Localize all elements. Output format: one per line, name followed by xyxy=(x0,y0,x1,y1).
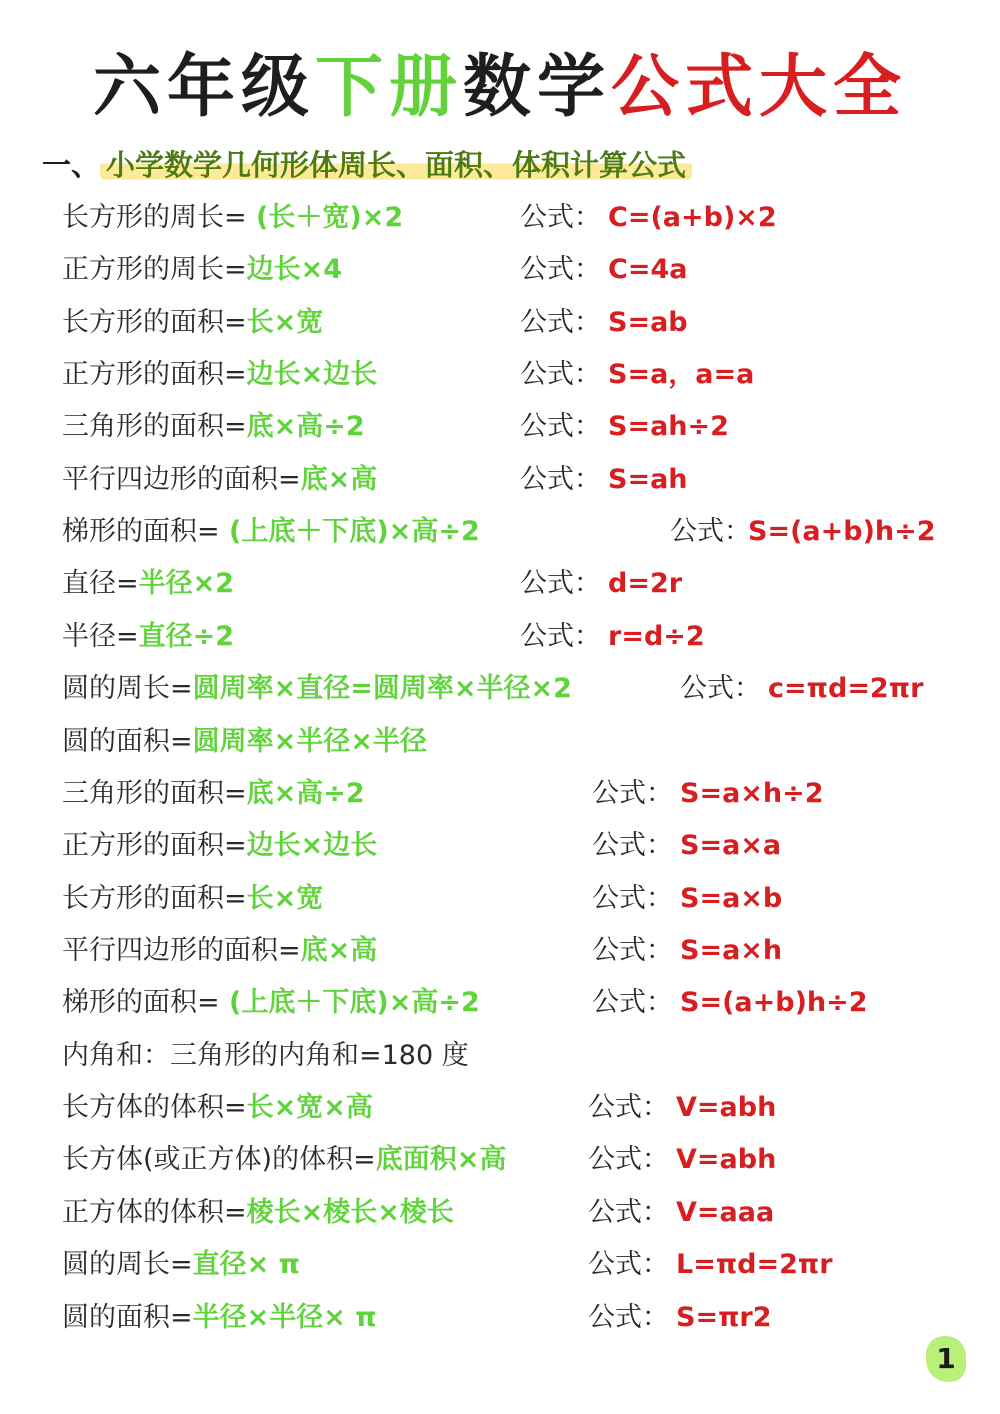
formula-expression: 棱长×棱长×棱长 xyxy=(246,1197,454,1228)
formula-term: 长方形的面积= xyxy=(62,307,247,338)
formula-term: 直径= xyxy=(62,568,139,599)
formula-symbolic: C=(a+b)×2 xyxy=(608,202,777,233)
formula-symbolic: S=(a+b)h÷2 xyxy=(680,987,868,1018)
formula-symbolic: S=πr2 xyxy=(676,1302,772,1333)
formula-row xyxy=(62,1030,962,1082)
formula-symbolic: S=a，a=a xyxy=(608,359,755,390)
formula-label: 公式： xyxy=(520,359,601,390)
page-number-badge: 1 xyxy=(926,1336,966,1382)
formula-row xyxy=(62,297,962,349)
formula-expression: 长×宽×高 xyxy=(246,1092,373,1123)
formula-expression: 边长×边长 xyxy=(246,359,378,390)
formula-label: 公式： xyxy=(520,202,601,233)
formula-term: 三角形的面积= xyxy=(62,778,247,809)
formula-label: 公式： xyxy=(588,1302,669,1333)
formula-label: 公式： xyxy=(592,830,673,861)
formula-label: 公式： xyxy=(680,673,761,704)
formula-term: 半径= xyxy=(62,621,139,652)
formula-expression: 圆周率×半径×半径 xyxy=(192,726,427,757)
formula-expression: 边长×边长 xyxy=(246,830,378,861)
formula-label: 公式： xyxy=(520,254,601,285)
formula-term: 平行四边形的面积= xyxy=(62,935,301,966)
formula-expression: 长×宽 xyxy=(246,883,324,914)
formula-label: 公式： xyxy=(588,1144,669,1175)
formula-symbolic: S=a×b xyxy=(680,883,783,914)
formula-term: 长方体(或正方体)的体积= xyxy=(62,1144,376,1175)
formula-row xyxy=(62,454,962,506)
formula-term: 长方形的周长= xyxy=(62,202,247,233)
formula-label: 公式： xyxy=(592,987,673,1018)
formula-expression: 底×高÷2 xyxy=(246,411,365,442)
formula-symbolic: S=(a+b)h÷2 xyxy=(748,516,936,547)
formula-term: 圆的周长= xyxy=(62,673,193,704)
page-title xyxy=(0,48,1000,128)
formula-expression: 圆周率×直径=圆周率×半径×2 xyxy=(192,673,572,704)
formula-label: 公式： xyxy=(520,621,601,652)
formula-expression: 直径× π xyxy=(192,1249,301,1280)
formula-expression: (上底＋下底)×高÷2 xyxy=(219,987,480,1018)
formula-term: 梯形的面积= xyxy=(62,987,220,1018)
formula-expression: 底×高 xyxy=(300,935,378,966)
formula-label: 公式： xyxy=(520,411,601,442)
formula-row xyxy=(62,1082,962,1134)
formula-term: 正方形的面积= xyxy=(62,830,247,861)
formula-expression: 直径÷2 xyxy=(138,621,235,652)
formula-expression: 底面积×高 xyxy=(375,1144,507,1175)
formula-term: 正方形的周长= xyxy=(62,254,247,285)
formula-row xyxy=(62,977,962,1029)
formula-label: 公式： xyxy=(588,1197,669,1228)
formula-row xyxy=(62,1239,962,1291)
formula-row xyxy=(62,349,962,401)
formula-expression: 底×高÷2 xyxy=(246,778,365,809)
formula-label: 公式： xyxy=(592,883,673,914)
formula-row xyxy=(62,873,962,925)
formula-term: 正方形的面积= xyxy=(62,359,247,390)
formula-symbolic: S=a×a xyxy=(680,830,782,861)
formula-row xyxy=(62,925,962,977)
formula-term: 正方体的体积= xyxy=(62,1197,247,1228)
formula-row xyxy=(62,244,962,296)
formula-term: 圆的面积= xyxy=(62,1302,193,1333)
title-part-4: 公式大全 xyxy=(611,48,908,127)
formula-expression: (长＋宽)×2 xyxy=(246,202,404,233)
formula-row xyxy=(62,663,962,715)
formula-term: 圆的周长= xyxy=(62,1249,193,1280)
formula-term: 内角和：三角形的内角和=180 度 xyxy=(62,1040,469,1071)
section-heading xyxy=(42,140,692,190)
formula-row xyxy=(62,401,962,453)
formula-row xyxy=(62,716,962,768)
title-part-1: 六年级 xyxy=(92,48,315,127)
formula-label: 公式： xyxy=(670,516,751,547)
formula-expression: 长×宽 xyxy=(246,307,324,338)
formula-term: 梯形的面积= xyxy=(62,516,220,547)
formula-row xyxy=(62,1187,962,1239)
formula-symbolic: S=ab xyxy=(608,307,688,338)
formula-label: 公式： xyxy=(520,568,601,599)
formula-row xyxy=(62,1134,962,1186)
formula-symbolic: V=aaa xyxy=(676,1197,775,1228)
formula-expression: (上底＋下底)×高÷2 xyxy=(219,516,480,547)
formula-row xyxy=(62,506,962,558)
formula-symbolic: S=ah÷2 xyxy=(608,411,729,442)
formula-row xyxy=(62,558,962,610)
formula-label: 公式： xyxy=(520,464,601,495)
formula-symbolic: S=a×h÷2 xyxy=(680,778,824,809)
formula-term: 三角形的面积= xyxy=(62,411,247,442)
formula-expression: 底×高 xyxy=(300,464,378,495)
title-part-3: 数学 xyxy=(463,48,612,127)
formula-row xyxy=(62,1292,962,1344)
formula-term: 长方形的面积= xyxy=(62,883,247,914)
formula-label: 公式： xyxy=(588,1092,669,1123)
formula-symbolic: c=πd=2πr xyxy=(768,673,924,704)
formula-expression: 半径×半径× π xyxy=(192,1302,377,1333)
formula-symbolic: C=4a xyxy=(608,254,688,285)
section-number: 一、 xyxy=(42,148,101,182)
formula-label: 公式： xyxy=(520,307,601,338)
formula-expression: 边长×4 xyxy=(246,254,343,285)
formula-label: 公式： xyxy=(588,1249,669,1280)
formula-symbolic: d=2r xyxy=(608,568,683,599)
formula-symbolic: S=ah xyxy=(608,464,688,495)
formula-symbolic: V=abh xyxy=(676,1144,777,1175)
formula-symbolic: S=a×h xyxy=(680,935,783,966)
formula-term: 圆的面积= xyxy=(62,726,193,757)
title-part-2: 下册 xyxy=(314,48,463,127)
formula-row xyxy=(62,820,962,872)
formula-row xyxy=(62,768,962,820)
formula-term: 平行四边形的面积= xyxy=(62,464,301,495)
formula-row xyxy=(62,611,962,663)
section-title: 小学数学几何形体周长、面积、体积计算公式 xyxy=(100,148,692,182)
formula-symbolic: L=πd=2πr xyxy=(676,1249,833,1280)
formula-expression: 半径×2 xyxy=(138,568,235,599)
formula-symbolic: V=abh xyxy=(676,1092,777,1123)
formula-label: 公式： xyxy=(592,935,673,966)
formula-term: 长方体的体积= xyxy=(62,1092,247,1123)
formula-symbolic: r=d÷2 xyxy=(608,621,705,652)
formula-label: 公式： xyxy=(592,778,673,809)
formula-row xyxy=(62,192,962,244)
